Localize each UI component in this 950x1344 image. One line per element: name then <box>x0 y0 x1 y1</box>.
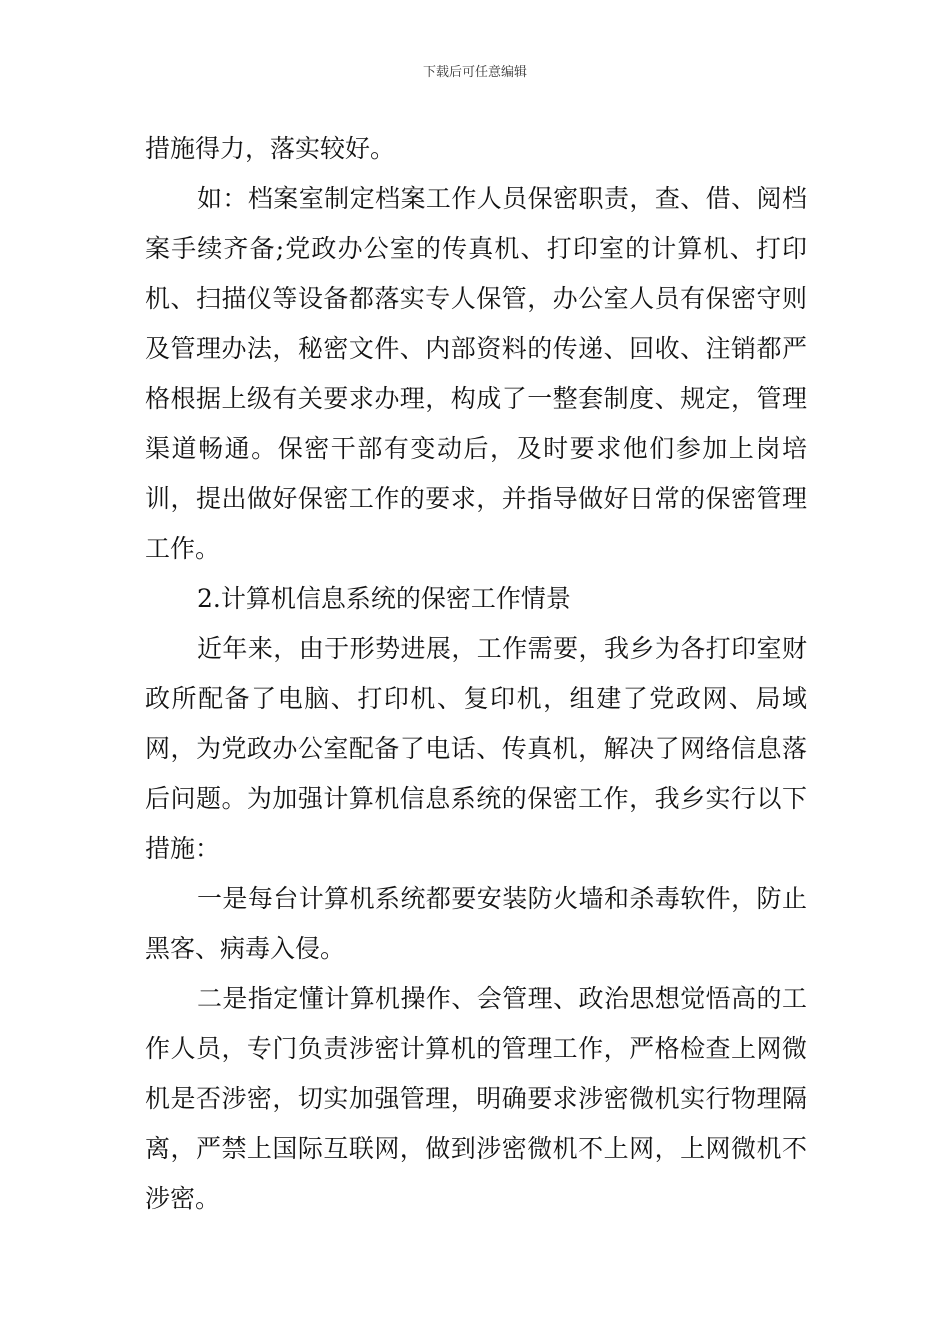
page-header: 下载后可任意编辑 <box>422 65 527 80</box>
document-body <box>145 124 807 1224</box>
section-heading: 2.计算机信息系统的保密工作情景 <box>197 584 571 613</box>
paragraph-measure-two: 二是指定懂计算机操作、会管理、政治思想觉悟高的工作人员，专门负责涉密计算机的管理工作，严格检查上网微机是否涉密，切实加强管理，明确要求涉密微机实行物理隔离，严禁上国际互联网，做到涉密微机不上网，上网微机不涉密。 <box>145 984 807 1213</box>
paragraph-recent-years: 近年来，由于形势进展，工作需要，我乡为各打印室财政所配备了电脑、打印机、复印机，组建了党政网、局域网，为党政办公室配备了电话、传真机，解决了网络信息落后问题。为加强计算机信息系统的保密工作，我乡实行以下措施： <box>145 634 807 863</box>
paragraph-continuation: 措施得力，落实较好。 <box>145 134 396 163</box>
paragraph-archive-example: 如：档案室制定档案工作人员保密职责，查、借、阅档案手续齐备;党政办公室的传真机、打印室的计算机、打印机、扫描仪等设备都落实专人保管，办公室人员有保密守则及管理办法，秘密文件、内部资料的传递、回收、注销都严格根据上级有关要求办理，构成了一整套制度、规定，管理渠道畅通。保密干部有变动后，及时要求他们参加上岗培训，提出做好保密工作的要求，并指导做好日常的保密管理工作。 <box>145 184 807 563</box>
paragraph-measure-one: 一是每台计算机系统都要安装防火墙和杀毒软件，防止黑客、病毒入侵。 <box>145 884 807 963</box>
